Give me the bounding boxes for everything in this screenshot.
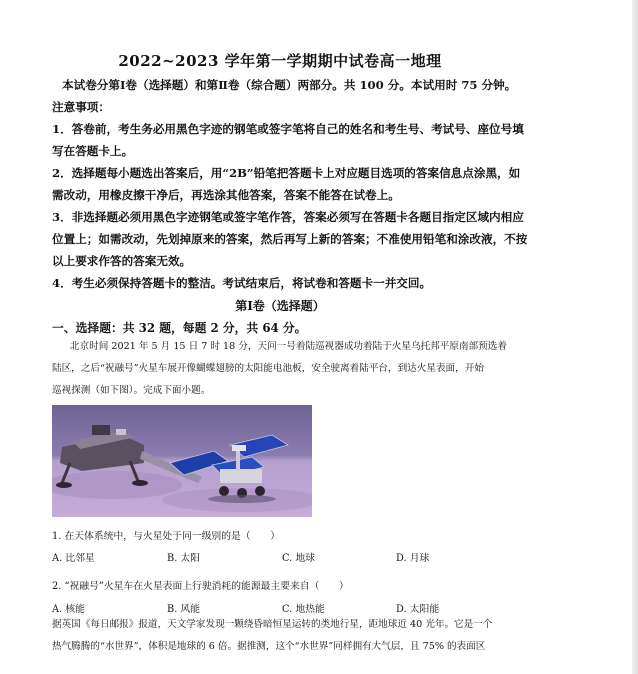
passage-line: 巡视探测（如下图）。完成下面小题。 [52, 385, 211, 396]
q1-option-d: D. 月球 [396, 553, 430, 564]
mars-rover-photo [52, 405, 312, 517]
passage-line: 陆区，之后“祝融号”火星车展开像蝴蝶翅膀的太阳能电池板，安全驶离着陆平台，到达火星表面，开始 [52, 363, 484, 374]
q1-option-b: B. 太阳 [167, 553, 201, 564]
notice-line: 4．考生必须保持答题卡的整洁。考试结束后，将试卷和答题卡一并交回。 [52, 276, 432, 290]
q2-option-a: A. 核能 [52, 604, 85, 615]
notice-heading: 注意事项： [52, 100, 110, 114]
section-title: 第Ⅰ卷（选择题） [235, 299, 325, 313]
question-1-stem: 1. 在天体系统中，与火星处于同一级别的是（ ） [52, 531, 280, 542]
notice-line: 1．答卷前，考生务必用黑色字迹的钢笔或签字笔将自己的姓名和考生号、考试号、座位号填 [52, 122, 524, 136]
q2-option-b: B. 风能 [167, 604, 201, 615]
notice-line: 需改动，用橡皮擦干净后，再选涂其他答案，答案不能答在试卷上。 [52, 188, 400, 202]
question-2-stem: 2. “祝融号”火星车在火星表面上行驶消耗的能源最主要来自（ ） [52, 581, 349, 592]
notice-line: 2．选择题每小题选出答案后，用“2B”铅笔把答题卡上对应题目选项的答案信息点涂黑，如 [52, 166, 521, 180]
notice-line: 3．非选择题必须用黑色字迹钢笔或签字笔作答，答案必须写在答题卡各题目指定区域内相应 [52, 210, 524, 224]
q1-option-c: C. 地球 [282, 553, 315, 564]
passage2-line: 热气腾腾的“水世界”，体积是地球的 6 倍。据推测，这个“水世界”同样拥有大气层，且 75% 的表面区 [52, 641, 486, 652]
exam-intro: 本试卷分第Ⅰ卷（选择题）和第Ⅱ卷（综合题）两部分。共 100 分。本试用时 75 分钟。 [62, 78, 517, 92]
q2-option-c: C. 地热能 [282, 604, 325, 615]
q1-option-a: A. 比邻星 [52, 553, 95, 564]
part-heading: 一、选择题：共 32 题，每题 2 分，共 64 分。 [52, 321, 307, 335]
passage2-line: 据英国《每日邮报》报道，天文学家发现一颗绕昏暗恒星运转的类地行星，距地球近 40 光年。它是一个 [52, 619, 493, 630]
page-edge [632, 0, 638, 674]
q2-option-d: D. 太阳能 [396, 604, 440, 615]
passage-line: 北京时间 2021 年 5 月 15 日 7 时 18 分，天问一号着陆巡视器成功着陆于火星乌托邦平原南部预选着 [70, 341, 507, 352]
notice-line: 写在答题卡上。 [52, 144, 134, 158]
page-title: 2022~2023 学年第一学期期中试卷高一地理 [118, 52, 442, 70]
notice-line: 以上要求作答的答案无效。 [52, 254, 192, 268]
notice-line: 位置上；如需改动，先划掉原来的答案，然后再写上新的答案；不准使用铅笔和涂改液，不按 [52, 232, 528, 246]
